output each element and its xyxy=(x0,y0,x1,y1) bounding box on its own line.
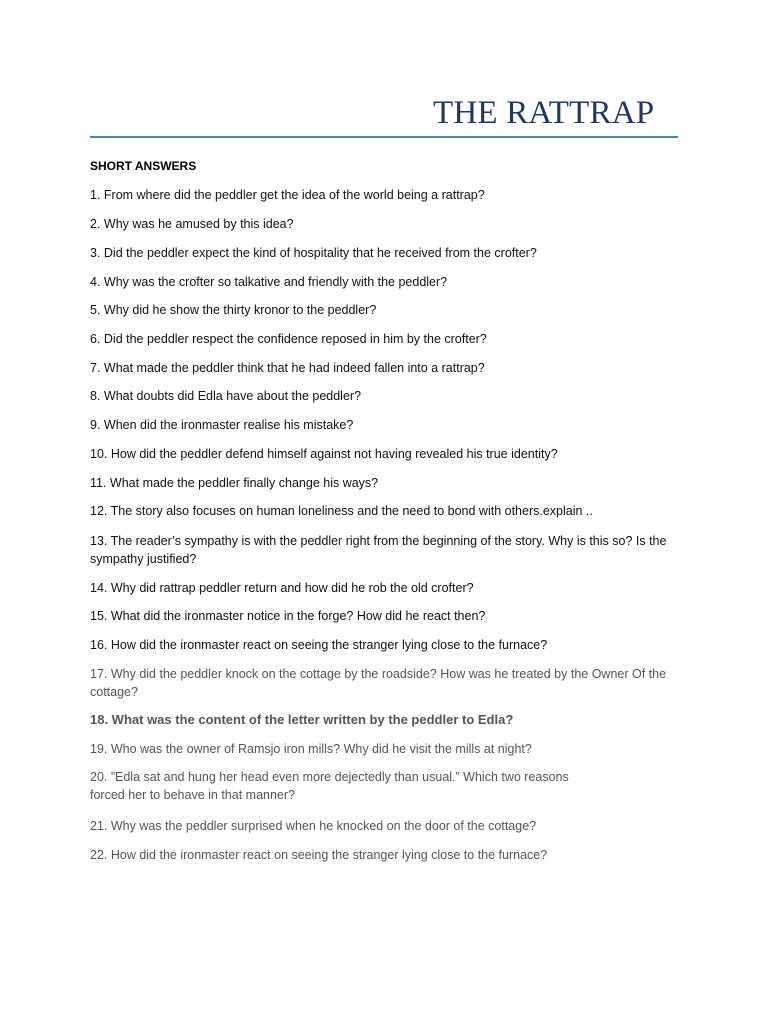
question-4: 4. Why was the crofter so talkative and friendly with the peddler? xyxy=(90,275,448,289)
question-20: 20. ”Edla sat and hung her head even more dejectedly than usual.” Which two reasons forced her to behave in that manner? xyxy=(90,770,569,802)
question-17: 17. Why did the peddler knock on the cottage by the roadside? How was he treated by the Owner Of the cottage? xyxy=(90,667,667,699)
question-11: 11. What made the peddler finally change his ways? xyxy=(90,476,379,490)
question-2: 2. Why was he amused by this idea? xyxy=(90,217,294,231)
question-6: 6. Did the peddler respect the confidence reposed in him by the crofter? xyxy=(90,332,487,346)
question-3: 3. Did the peddler expect the kind of hospitality that he received from the crofter? xyxy=(90,246,537,260)
question-18: 18. What was the content of the letter written by the peddler to Edla? xyxy=(90,712,514,727)
question-13: 13. The reader’s sympathy is with the peddler right from the beginning of the story. Why is this so? Is the sympathy justified? xyxy=(90,534,667,566)
question-8: 8. What doubts did Edla have about the peddler? xyxy=(90,389,362,403)
question-10: 10. How did the peddler defend himself against not having revealed his true identity? xyxy=(90,447,558,461)
question-15: 15. What did the ironmaster notice in the forge? How did he react then? xyxy=(90,609,486,623)
question-9: 9. When did the ironmaster realise his mistake? xyxy=(90,418,354,432)
question-1: 1. From where did the peddler get the idea of the world being a rattrap? xyxy=(90,188,485,202)
section-heading: SHORT ANSWERS xyxy=(90,159,197,173)
document-title: THE RATTRAP xyxy=(433,95,655,131)
question-16: 16. How did the ironmaster react on seeing the stranger lying close to the furnace? xyxy=(90,638,548,652)
question-22: 22. How did the ironmaster react on seeing the stranger lying close to the furnace? xyxy=(90,848,548,862)
question-21: 21. Why was the peddler surprised when he knocked on the door of the cottage? xyxy=(90,819,537,833)
question-7: 7. What made the peddler think that he had indeed fallen into a rattrap? xyxy=(90,361,485,375)
title-underline xyxy=(90,136,678,138)
question-12: 12. The story also focuses on human loneliness and the need to bond with others.explain .. xyxy=(90,504,593,518)
question-14: 14. Why did rattrap peddler return and how did he rob the old crofter? xyxy=(90,581,474,595)
question-19: 19. Who was the owner of Ramsjo iron mills? Why did he visit the mills at night? xyxy=(90,742,532,756)
question-5: 5. Why did he show the thirty kronor to the peddler? xyxy=(90,303,377,317)
